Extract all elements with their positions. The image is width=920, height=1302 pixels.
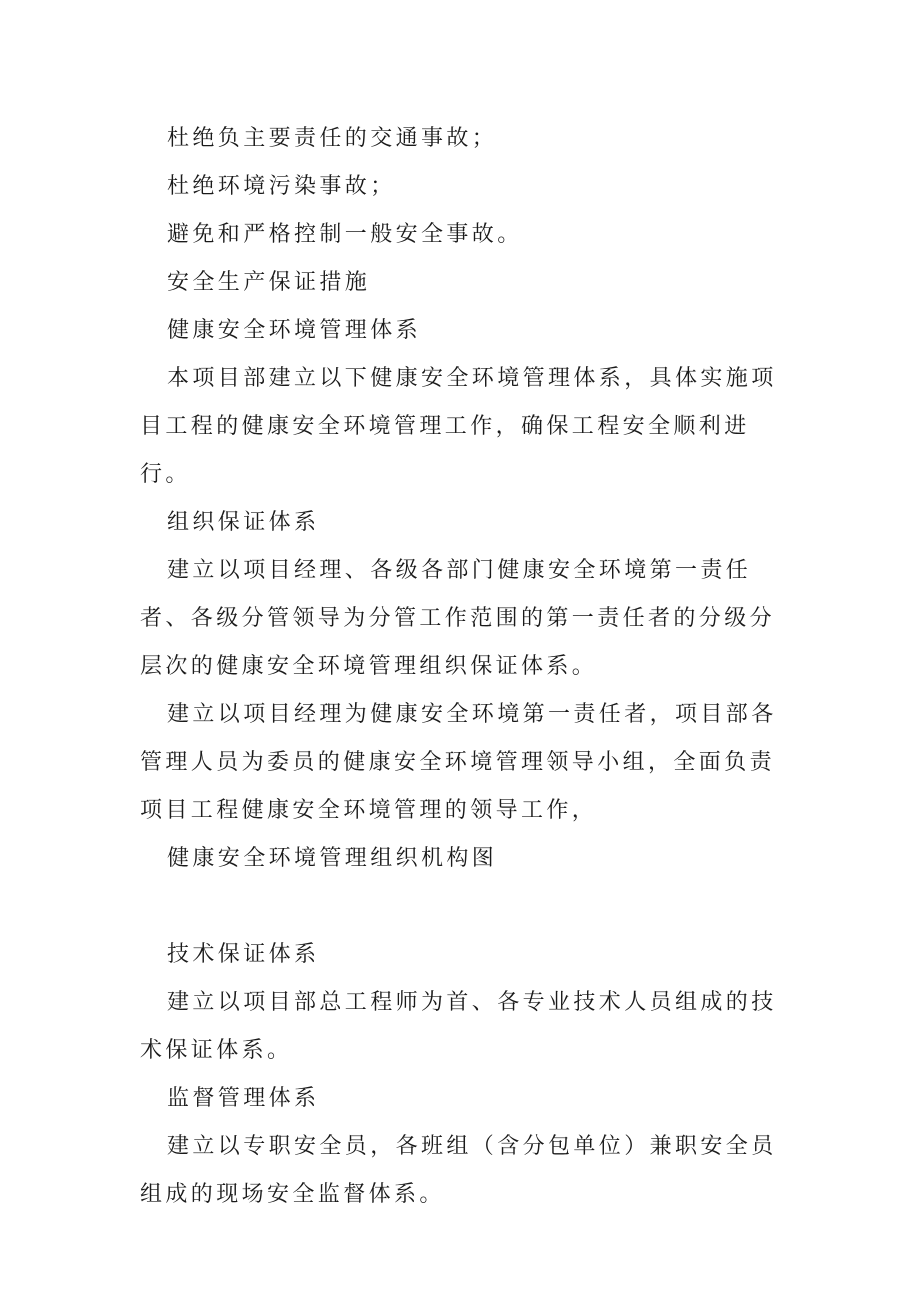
paragraph-supervision-system: 建立以专职安全员，各班组（含分包单位）兼职安全员组成的现场安全监督体系。 — [140, 1134, 777, 1207]
paragraph-pollution-accident: 杜绝环境污染事故； — [167, 174, 396, 199]
paragraph-technical-system: 建立以项目部总工程师为首、各专业技术人员组成的技术保证体系。 — [140, 990, 777, 1063]
paragraph-traffic-accident: 杜绝负主要责任的交通事故； — [167, 126, 498, 151]
paragraph-organization-system-2: 建立以项目经理为健康安全环境第一责任者，项目部各管理人员为委员的健康安全环境管理领导小组，全面负责项目工程健康安全环境管理的领导工作， — [140, 702, 777, 823]
document-body — [140, 115, 790, 1219]
heading-organization-system: 组织保证体系 — [167, 510, 320, 535]
caption-org-chart: 健康安全环境管理组织机构图 — [167, 846, 498, 871]
heading-supervision-system: 监督管理体系 — [167, 1086, 320, 1111]
heading-safety-measures: 安全生产保证措施 — [167, 270, 371, 295]
paragraph-hse-system-intro: 本项目部建立以下健康安全环境管理体系，具体实施项目工程的健康安全环境管理工作，确保工程安全顺利进行。 — [140, 366, 777, 487]
paragraph-organization-system-1: 建立以项目经理、各级各部门健康安全环境第一责任者、各级分管领导为分管工作范围的第一责任者的分级分层次的健康安全环境管理组织保证体系。 — [140, 558, 776, 679]
heading-hse-system: 健康安全环境管理体系 — [167, 318, 422, 343]
paragraph-general-accident: 避免和严格控制一般安全事故。 — [167, 222, 523, 247]
heading-technical-system: 技术保证体系 — [167, 942, 320, 967]
org-chart-placeholder — [140, 883, 790, 931]
